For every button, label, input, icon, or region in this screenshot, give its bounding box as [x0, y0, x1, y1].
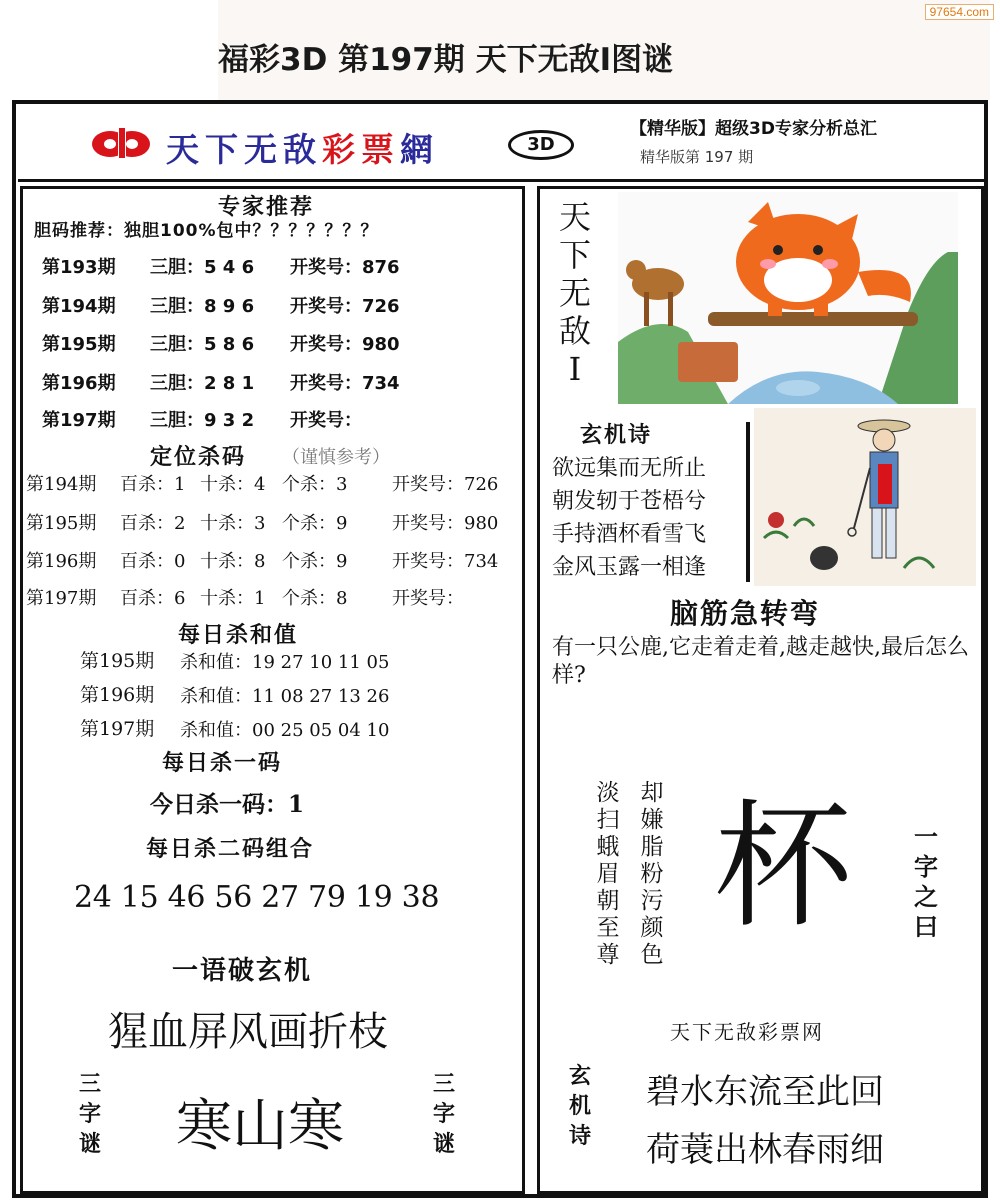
pk-ge: 个杀：9 — [282, 513, 348, 534]
pk-ge: 个杀：8 — [282, 588, 348, 609]
pk-shi: 十杀：8 — [200, 551, 266, 572]
sk-values: 杀和值：00 25 05 04 10 — [180, 720, 390, 741]
expert-dan: 三胆：8 9 6 — [150, 296, 255, 317]
logo-text: 天下无敌彩票網 — [166, 130, 439, 169]
one-phrase-text: 猩血屏风画折枝 — [108, 1009, 388, 1055]
page-title: 福彩3D 第197期 天下无敌Ⅰ图谜 — [218, 42, 674, 78]
pk-draw: 开奖号：734 — [392, 551, 499, 572]
three-word-label-right: 三字谜 — [432, 1072, 455, 1157]
poem-divider — [746, 422, 750, 582]
edition-title: 【精华版】超级3D专家分析总汇 — [630, 119, 877, 139]
sk-period: 第195期 — [80, 650, 155, 672]
sk-period: 第196期 — [80, 684, 155, 706]
big-character: 杯 — [714, 786, 853, 947]
man-illustration — [754, 408, 976, 586]
pk-draw: 开奖号：726 — [392, 474, 499, 495]
expert-draw: 开奖号：734 — [290, 373, 400, 394]
poem-heading: 玄机诗 — [580, 423, 653, 448]
poster-header — [18, 104, 984, 182]
two-code-numbers: 24 15 46 56 27 79 19 38 — [74, 880, 440, 915]
pk-draw: 开奖号： — [392, 588, 464, 609]
site-name: 天下无敌彩票网 — [670, 1020, 824, 1044]
two-code-heading: 每日杀二码组合 — [146, 837, 315, 862]
sk-period: 第197期 — [80, 718, 155, 740]
expert-dan: 三胆：2 8 1 — [150, 373, 255, 394]
pk-bai: 百杀：1 — [120, 474, 186, 495]
expert-period: 第193期 — [42, 257, 116, 278]
site-url-badge[interactable]: 97654.com — [925, 4, 994, 20]
expert-heading: 专家推荐 — [218, 195, 315, 220]
expert-draw: 开奖号： — [290, 410, 362, 431]
pk-ge: 个杀：9 — [282, 551, 348, 572]
one-phrase-heading: 一语破玄机 — [172, 956, 313, 986]
pk-period: 第196期 — [26, 551, 97, 572]
poem-line: 朝发轫于苍梧兮 — [552, 489, 707, 514]
pk-period: 第197期 — [26, 588, 97, 609]
man-with-hat-image — [754, 408, 976, 586]
pk-bai: 百杀：0 — [120, 551, 186, 572]
pk-shi: 十杀：1 — [200, 588, 266, 609]
expert-dan: 三胆：9 3 2 — [150, 410, 255, 431]
expert-draw: 开奖号：980 — [290, 334, 400, 355]
vertical-title: 天下无敌Ⅰ — [558, 198, 591, 388]
pk-bai: 百杀：2 — [120, 513, 186, 534]
poem-line: 手持酒杯看雪飞 — [552, 522, 707, 547]
position-kill-note: （谨慎参考） — [282, 447, 390, 468]
one-char-label: 一字之曰 — [914, 823, 938, 941]
cartoon-fox-dog-image — [618, 192, 958, 404]
brain-teaser-text: 有一只公鹿,它走着走着,越走越快,最后怎么样? — [552, 635, 969, 688]
expert-draw: 开奖号：726 — [290, 296, 400, 317]
bottom-poem-line: 碧水东流至此回 — [646, 1072, 884, 1112]
one-code-text: 今日杀一码：1 — [150, 791, 305, 818]
expert-dan: 三胆：5 4 6 — [150, 257, 255, 278]
pk-shi: 十杀：4 — [200, 474, 266, 495]
sum-kill-heading: 每日杀和值 — [178, 623, 299, 648]
fox-dog-illustration — [618, 192, 958, 404]
one-code-heading: 每日杀一码 — [162, 751, 283, 776]
pk-period: 第194期 — [26, 474, 97, 495]
position-kill-heading: 定位杀码 — [150, 445, 247, 470]
pk-shi: 十杀：3 — [200, 513, 266, 534]
expert-draw: 开奖号：876 — [290, 257, 400, 278]
pk-period: 第195期 — [26, 513, 97, 534]
3d-badge: 3D — [508, 130, 574, 160]
bottom-poem-label: 玄机诗 — [568, 1064, 591, 1149]
couplet-left: 淡扫蛾眉朝至尊 — [596, 780, 620, 968]
three-word-text: 寒山寒 — [176, 1094, 344, 1159]
pk-ge: 个杀：3 — [282, 474, 348, 495]
couplet-right: 却嫌脂粉污颜色 — [640, 780, 664, 968]
sk-values: 杀和值：11 08 27 13 26 — [180, 686, 390, 707]
brain-teaser-heading: 脑筋急转弯 — [670, 597, 821, 630]
three-word-label-left: 三字谜 — [78, 1072, 101, 1157]
dan-recommend-line: 胆码推荐：独胆100%包中？？？？？？？ — [34, 221, 379, 241]
expert-period: 第195期 — [42, 334, 116, 355]
pk-draw: 开奖号：980 — [392, 513, 499, 534]
expert-period: 第194期 — [42, 296, 116, 317]
expert-dan: 三胆：5 8 6 — [150, 334, 255, 355]
lottery-logo-icon — [88, 122, 158, 162]
expert-period: 第196期 — [42, 373, 116, 394]
edition-issue: 精华版第 197 期 — [640, 148, 754, 166]
poem-line: 欲远集而无所止 — [552, 456, 707, 481]
bottom-poem-line: 荷蓑出林春雨细 — [646, 1130, 884, 1170]
expert-period: 第197期 — [42, 410, 116, 431]
pk-bai: 百杀：6 — [120, 588, 186, 609]
sk-values: 杀和值：19 27 10 11 05 — [180, 652, 390, 673]
poem-line: 金风玉露一相逢 — [552, 555, 707, 580]
